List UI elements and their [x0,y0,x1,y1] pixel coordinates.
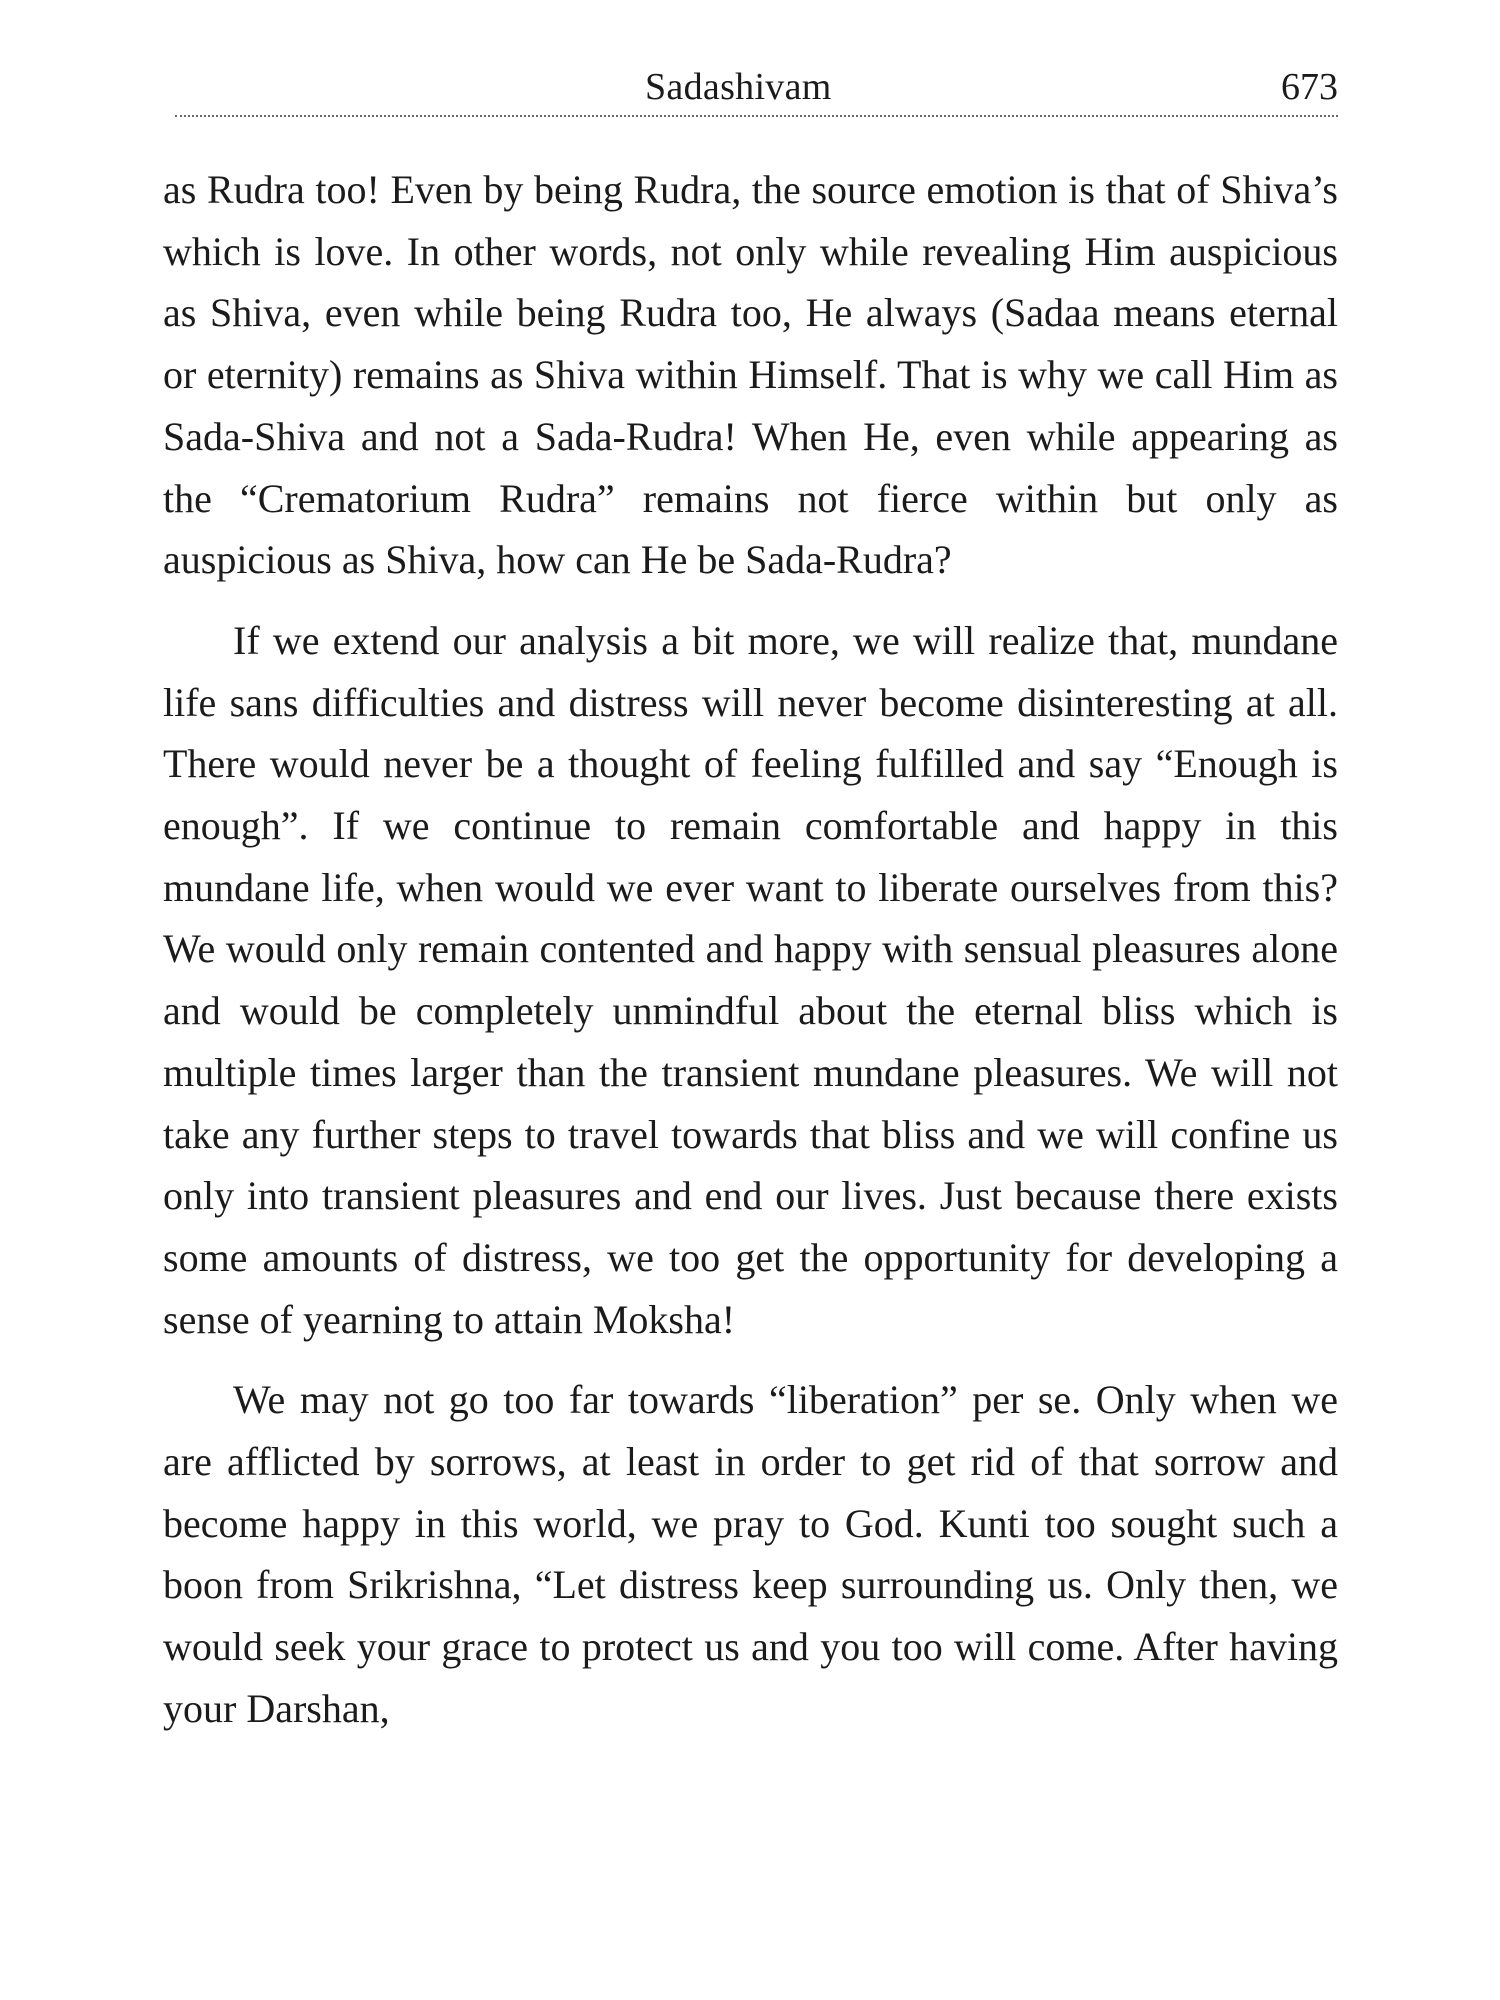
page-number: 673 [1281,66,1338,108]
body-text [163,159,1338,1740]
running-header [175,62,1338,112]
header-title: Sadashivam [645,66,832,108]
header-dotted-rule [175,115,1338,117]
paragraph-continued: as Rudra too! Even by being Rudra, the source emotion is that of Shiva’s which is love. In other words, not only while revealing Him auspicious as Shiva, even while being Rudra too, He always (Sadaa means eternal or eternity) remains as Shiva within Himself. That is why we call Him as Sada-Shiva and not a Sada-Rudra! When He, even while appearing as the “Crematorium Rudra” remains not fierce within but only as auspicious as Shiva, how can He be Sada-Rudra? [163,167,1338,583]
paragraph-analysis: If we extend our analysis a bit more, we will realize that, mundane life sans difficulties and distress will never become disinteresting at all. There would never be a thought of feeling fulfilled and say “Enough is enough”. If we continue to remain comfortable and happy in this mundane life, when would we ever want to liberate ourselves from this? We would only remain contented and happy with sensual pleasures alone and would be completely unmindful about the eternal bliss which is multiple times larger than the transient mundane pleasures. We will not take any further steps to travel towards that bliss and we will confine us only into transient pleasures and end our lives. Just because there exists some amounts of distress, we too get the opportunity for developing a sense of yearning to attain Moksha! [163,617,1338,1342]
paragraph-liberation: We may not go too far towards “liberation” per se. Only when we are afflicted by sorrows, at least in order to get rid of that sorrow and become happy in this world, we pray to God. Kunti too sought such a boon from Srikrishna, “Let distress keep surrounding us. Only then, we would seek your grace to protect us and you too will come. After having your Darshan, [163,1377,1338,1731]
